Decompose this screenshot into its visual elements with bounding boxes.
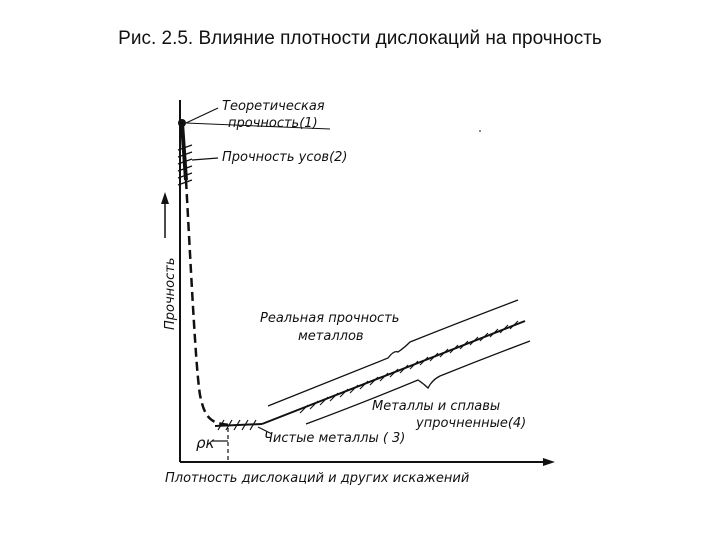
slide-title: Рис. 2.5. Влияние плотности дислокаций на прочность xyxy=(118,28,602,49)
real-strength-label-1: Реальная прочность xyxy=(260,311,400,326)
pure-metals-label: Чистые металлы ( 3) xyxy=(264,431,406,446)
scan-speck xyxy=(479,130,481,132)
theoretical-strength-label-2: прочность(1) xyxy=(228,116,318,131)
y-axis-label: Прочность xyxy=(163,257,178,330)
theoretical-leader xyxy=(186,108,218,123)
dislocation-strength-curve xyxy=(186,180,232,425)
whisker-leader xyxy=(192,158,218,160)
curve-upper-segment xyxy=(182,123,186,180)
x-axis-label: Плотность дислокаций и других искажений xyxy=(165,471,470,486)
alloys-label-1: Металлы и сплавы xyxy=(372,399,501,414)
theoretical-strength-label-1: Теоретическая xyxy=(222,99,325,114)
critical-density-label: ρк xyxy=(196,434,215,452)
whisker-strength-label: Прочность усов(2) xyxy=(222,150,348,165)
real-strength-label-2: металлов xyxy=(298,329,364,344)
y-axis-arrow-head xyxy=(161,192,169,204)
alloys-label-2: упрочненные(4) xyxy=(416,416,527,431)
x-axis-arrow xyxy=(543,458,555,466)
